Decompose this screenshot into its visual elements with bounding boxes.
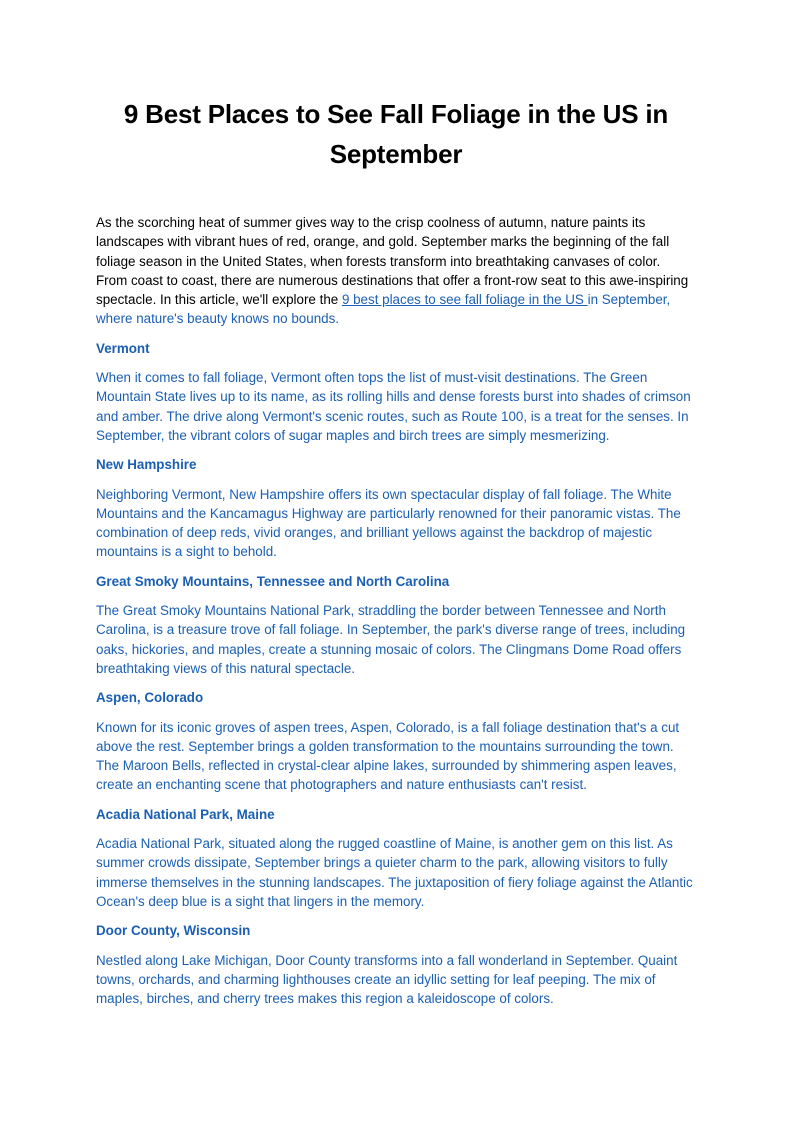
intro-continuation: in September, where nature's beauty knows no bounds. bbox=[96, 292, 671, 327]
article-title: 9 Best Places to See Fall Foliage in the US in September bbox=[123, 99, 669, 169]
section-heading-acadia: Acadia National Park, Maine bbox=[96, 806, 275, 822]
section-body-aspen: Known for its iconic groves of aspen trees, Aspen, Colorado, is a fall foliage destination that's a cut above the rest. September brings a golden transformation to the mountains surrounding the town. The Maroon Bells, reflected in crystal-clear alpine lakes, surrounded by shimmering aspen leaves, create an enchanting scene that photographers and nature enthusiasts can't resist. bbox=[96, 719, 680, 793]
article-content bbox=[96, 213, 694, 1018]
intro-paragraph bbox=[96, 213, 694, 329]
section-heading-new-hampshire: New Hampshire bbox=[96, 457, 197, 473]
section-heading-aspen: Aspen, Colorado bbox=[96, 690, 204, 706]
article-link[interactable]: 9 best places to see fall foliage in the US bbox=[341, 292, 588, 308]
intro-text: As the scorching heat of summer gives way to the crisp coolness of autumn, nature paints its landscapes with vibrant hues of red, orange, and gold. September marks the beginning of the fall foliage season in the United States, when forests transform into breathtaking canvases of color. From coast to coast, there are numerous destinations that offer a front-row seat to this awe-inspiring spectacle. In this article, we'll explore the bbox=[96, 215, 689, 308]
section-heading-door-county: Door County, Wisconsin bbox=[96, 923, 251, 939]
section-body-new-hampshire: Neighboring Vermont, New Hampshire offers its own spectacular display of fall foliage. The White Mountains and the Kancamagus Highway are particularly renowned for their panoramic vistas. The combination of deep reds, vivid oranges, and brilliant yellows against the backdrop of majestic mountains is a sight to behold. bbox=[96, 486, 681, 560]
section-body-great-smoky-mountains: The Great Smoky Mountains National Park, straddling the border between Tennessee and North Carolina, is a treasure trove of fall foliage. In September, the park's diverse range of trees, including oaks, hickories, and maples, create a stunning mosaic of colors. The Clingmans Dome Road offers breathtaking views of this natural spectacle. bbox=[96, 603, 686, 676]
section-body-acadia: Acadia National Park, situated along the rugged coastline of Maine, is another gem on this list. As summer crowds dissipate, September brings a quieter charm to the park, allowing visitors to fully immerse themselves in the stunning landscapes. The juxtaposition of fiery foliage against the Atlantic Ocean's deep blue is a sight that lingers in the memory. bbox=[96, 836, 693, 909]
section-heading-vermont: Vermont bbox=[96, 340, 150, 356]
section-body-door-county: Nestled along Lake Michigan, Door County transforms into a fall wonderland in September. Quaint towns, orchards, and charming lighthouses create an idyllic setting for leaf peeping. The mix of maples, birches, and cherry trees makes this region a kaleidoscope of colors. bbox=[96, 952, 678, 1007]
section-body-vermont: When it comes to fall foliage, Vermont often tops the list of must-visit destinations. The Green Mountain State lives up to its name, as its rolling hills and dense forests burst into shades of crimson and amber. The drive along Vermont's scenic routes, such as Route 100, is a treat for the senses. In September, the vibrant colors of sugar maples and birch trees are simply mesmerizing. bbox=[96, 370, 691, 443]
section-heading-great-smoky-mountains: Great Smoky Mountains, Tennessee and North Carolina bbox=[96, 573, 450, 589]
